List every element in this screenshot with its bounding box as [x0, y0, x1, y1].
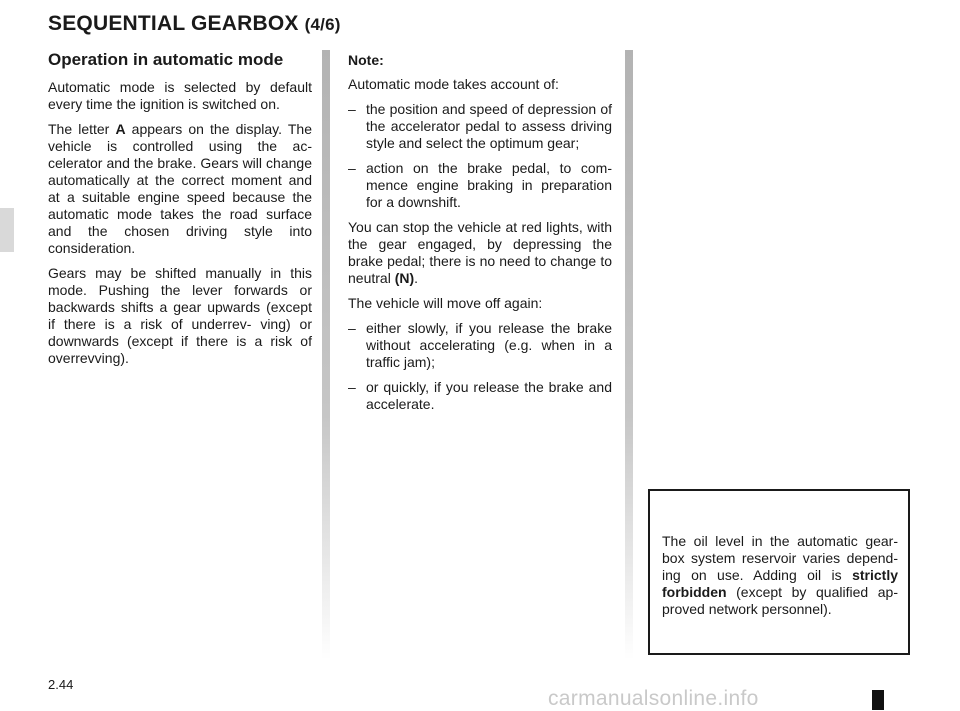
oil-warning-box: [648, 489, 910, 655]
move-off-list: [348, 320, 612, 413]
text-run: The oil level in the automatic gear- box system reservoir varies depend- ing on use. Adding oil is: [662, 533, 898, 583]
page-part: (4/6): [304, 15, 341, 34]
list-item-text: or quickly, if you release the brake and accelerate.: [366, 379, 612, 412]
text-run: (except by qualified ap- proved network personnel).: [662, 584, 898, 617]
list-item: [348, 320, 612, 371]
dash-marker: –: [348, 101, 356, 117]
list-item: [348, 160, 612, 211]
bold-letter-a: A: [115, 121, 126, 137]
section-heading: Operation in automatic mode: [48, 50, 284, 69]
bold-strictly-forbidden: strictly forbidden: [662, 567, 898, 600]
chapter-tab: [0, 208, 14, 252]
paragraph-move-off: The vehicle will move off again:: [348, 295, 543, 311]
list-item-text: the position and speed of depression of the accelerator pedal to assess driving style and select the optimum gear;: [366, 101, 612, 151]
text-run: .: [414, 270, 419, 286]
dash-marker: –: [348, 320, 356, 336]
list-item-text: either slowly, if you release the brake without accelerating (e.g. when in a traffic jam);: [366, 320, 612, 370]
paragraph-display-letter: [48, 121, 312, 257]
text-run: appears on the display. The vehicle is controlled using the ac- celerator and the brake. Gears will change automatically at the correct moment and at a suitable engine speed because the automatic mode takes the road surface and the chosen driving style into consideration.: [48, 121, 312, 256]
left-column: [48, 50, 312, 375]
note-label: Note:: [348, 52, 384, 68]
column-divider-bar: [625, 50, 633, 660]
bold-neutral: (N): [394, 270, 415, 286]
column-divider-bar: [322, 50, 330, 660]
paragraph-manual-shift: Gears may be shifted manually in this mode. Pushing the lever forwards or backwards shifts a gear upwards (except if there is a risk of underrev- ving) or downwards (except if there is a risk of overrevving).: [48, 265, 312, 366]
page-title: [48, 12, 341, 36]
text-run: The letter: [48, 121, 116, 137]
list-item-text: action on the brake pedal, to com- mence engine braking in preparation for a downshift.: [366, 160, 612, 210]
text-run: You can stop the vehicle at red lights, with the gear engaged, by depressing the brake pedal; there is no need to change to neutral: [348, 219, 612, 286]
list-item: [348, 379, 612, 413]
oil-warning-text: [662, 533, 898, 618]
paragraph-default-mode: Automatic mode is selected by default every time the ignition is switched on.: [48, 79, 312, 112]
dash-marker: –: [348, 379, 356, 395]
watermark-mark: [872, 690, 884, 710]
page-number: 2.44: [48, 677, 74, 692]
page-title-text: SEQUENTIAL GEARBOX: [48, 12, 299, 35]
list-item: [348, 101, 612, 152]
note-intro: Automatic mode takes account of:: [348, 76, 559, 92]
dash-marker: –: [348, 160, 356, 176]
paragraph-stop: [348, 219, 612, 287]
watermark: carmanualsonline.info: [548, 687, 759, 710]
account-list: [348, 101, 612, 211]
middle-column: [348, 52, 612, 421]
